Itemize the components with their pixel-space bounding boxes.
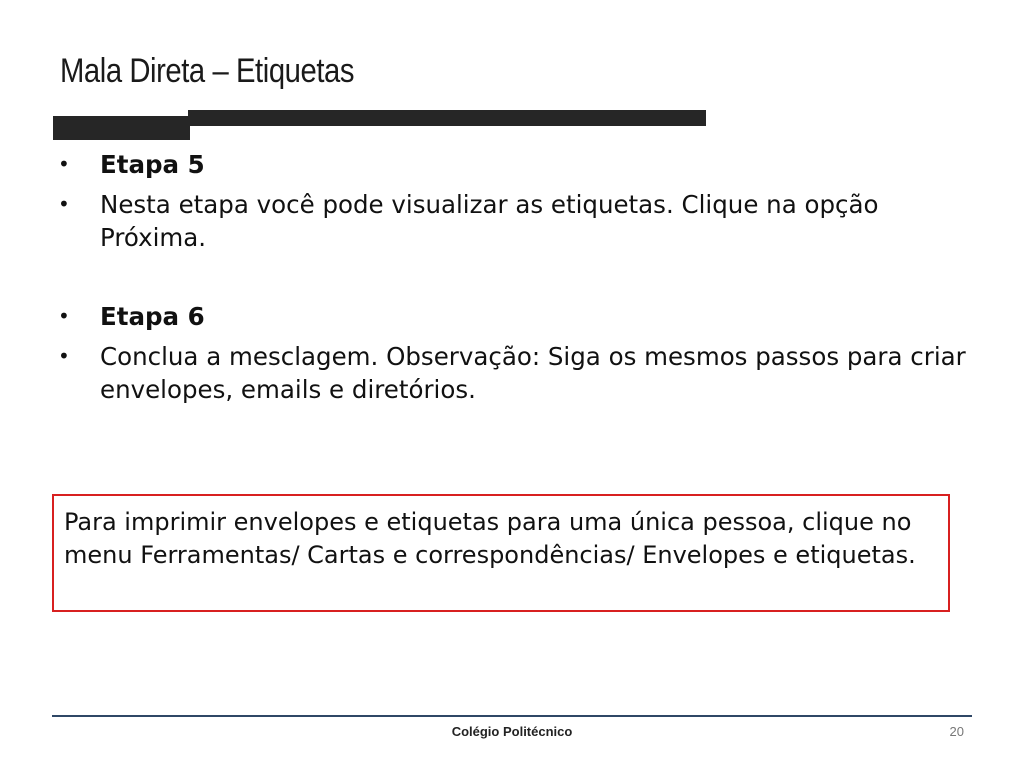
bullet-text: Etapa 6 <box>100 302 205 331</box>
page-number: 20 <box>949 724 964 739</box>
callout-box: Para imprimir envelopes e etiquetas para uma única pessoa, clique no menu Ferramentas/ Cartas e correspondências/ Envelopes e etiquetas. <box>52 494 950 612</box>
bullet-text: Etapa 5 <box>100 150 205 179</box>
footer-institution: Colégio Politécnico <box>451 724 573 739</box>
bullet-item-etapa-6-description <box>58 340 978 406</box>
bullet-text: Conclua a mesclagem. Observação: Siga os mesmos passos para criar envelopes, emails e diretórios. <box>100 342 966 404</box>
bullet-icon: • <box>58 192 70 216</box>
slide-title: Mala Direta – Etiquetas <box>60 52 355 90</box>
bullet-item-etapa-5 <box>58 148 978 181</box>
bullet-icon: • <box>58 304 70 328</box>
bullet-item-etapa-6 <box>58 300 978 333</box>
bullet-icon: • <box>58 344 70 368</box>
title-accent-bar <box>53 116 190 140</box>
bullet-text: Nesta etapa você pode visualizar as etiquetas. Clique na opção Próxima. <box>100 190 879 252</box>
title-underline-bar <box>188 110 706 126</box>
bullet-item-etapa-5-description <box>58 188 978 254</box>
footer-divider <box>52 715 972 717</box>
bullet-icon: • <box>58 152 70 176</box>
bullet-list <box>58 148 978 413</box>
